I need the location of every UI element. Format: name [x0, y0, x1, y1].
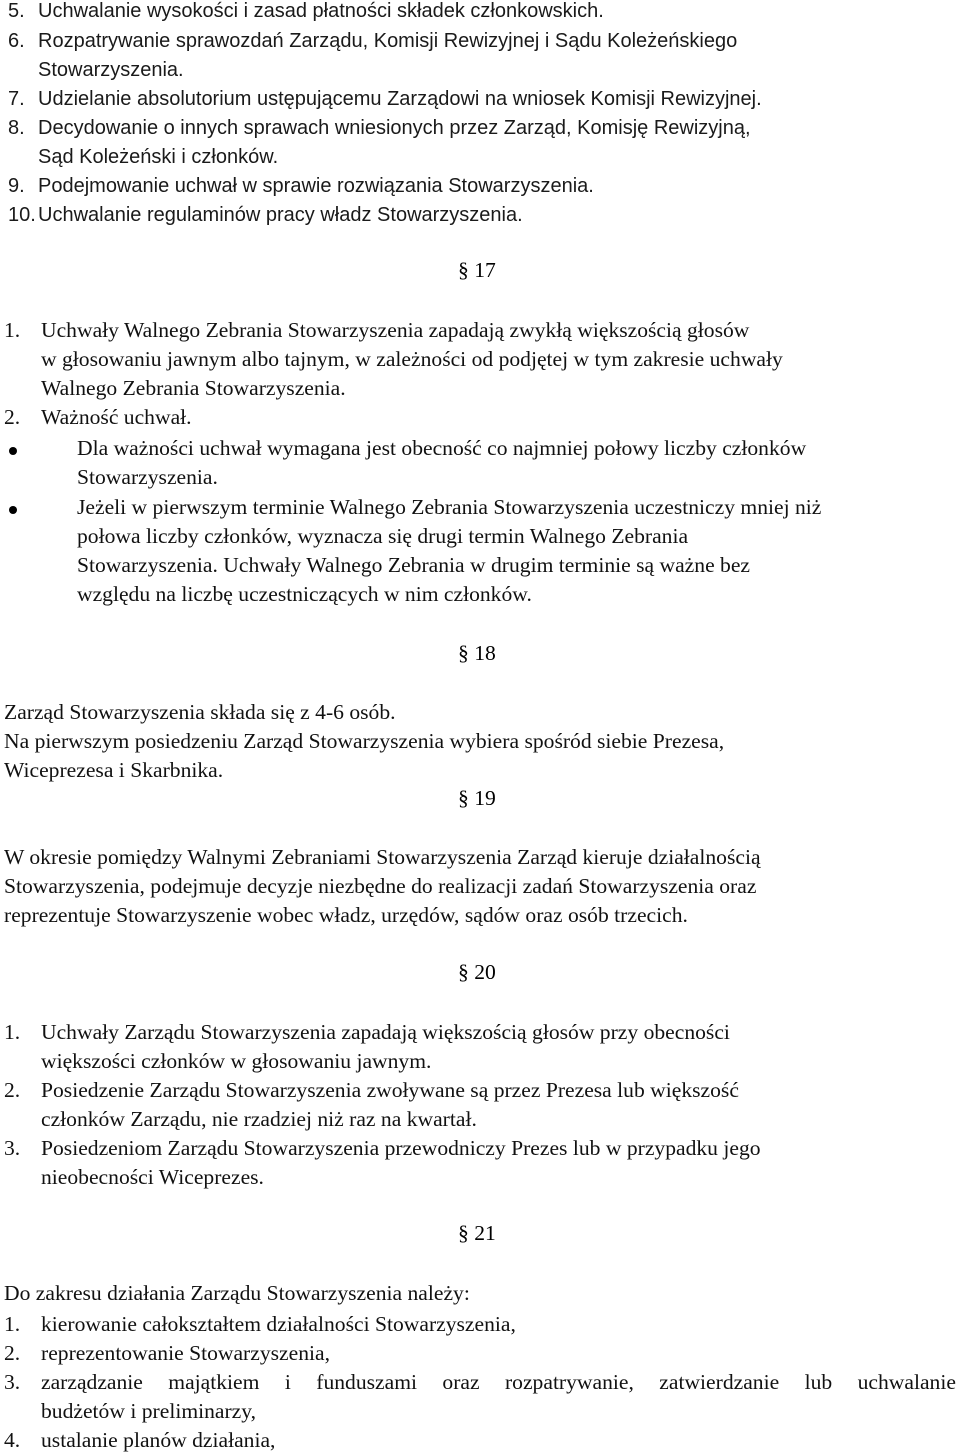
list-item-6-cont	[38, 56, 184, 85]
word: zarządzanie	[41, 1370, 143, 1394]
s19-line: Stowarzyszenia, podejmuje decyzje niezbędne do realizacji zadań Stowarzyszenia oraz	[4, 874, 757, 898]
s19-line: W okresie pomiędzy Walnymi Zebraniami Stowarzyszenia Zarząd kieruje działalnością	[4, 845, 761, 869]
list-text: Sąd Koleżeński i członków.	[38, 146, 279, 168]
word: i	[284, 1370, 291, 1394]
list-text: Uchwały Walnego Zebrania Stowarzyszenia zapadają zwykłą większością głosów	[41, 318, 750, 342]
word: funduszami	[316, 1370, 417, 1394]
word: uchwalanie	[857, 1370, 956, 1394]
section-heading-18: § 18	[458, 641, 496, 665]
list-text: ustalanie planów działania,	[41, 1428, 276, 1452]
s20-item-3-cont: nieobecności Wiceprezes.	[41, 1165, 264, 1189]
bullet-icon	[9, 447, 17, 455]
s17-bullet-2-cont	[77, 522, 688, 551]
bullet-text: Stowarzyszenia. Uchwały Walnego Zebrania w drugim terminie są ważne bez	[77, 553, 751, 577]
s17-bullet-1	[77, 434, 806, 463]
word: majątkiem	[168, 1370, 260, 1394]
bullet-text: Jeżeli w pierwszym terminie Walnego Zebrania Stowarzyszenia uczestniczy mniej niż	[77, 495, 822, 519]
s21-item-3-cont: budżetów i preliminarzy,	[41, 1399, 257, 1423]
list-number: 4.	[4, 1428, 21, 1452]
list-text: Podejmowanie uchwał w sprawie rozwiązania Stowarzyszenia.	[38, 175, 594, 197]
s19-line: reprezentuje Stowarzyszenie wobec władz, urzędów, sądów oraz osób trzecich.	[4, 903, 688, 927]
word: lub	[804, 1370, 833, 1394]
bullet-text: Dla ważności uchwał wymagana jest obecność co najmniej połowy liczby członków	[77, 436, 807, 460]
list-number: 7.	[8, 88, 25, 110]
list-text: Uchwały Zarządu Stowarzyszenia zapadają większością głosów przy obecności	[41, 1020, 730, 1044]
bullet-text: Stowarzyszenia.	[77, 465, 218, 489]
list-number: 3.	[4, 1370, 21, 1394]
s17-bullet-2-cont	[77, 580, 532, 609]
s18-line: Na pierwszym posiedzeniu Zarząd Stowarzyszenia wybiera spośród siebie Prezesa,	[4, 729, 725, 753]
list-text: Rozpatrywanie sprawozdań Zarządu, Komisji Rewizyjnej i Sądu Koleżeńskiego	[38, 30, 738, 52]
list-text: Stowarzyszenia.	[38, 59, 184, 81]
list-number: 5.	[8, 0, 25, 22]
list-number: 10.	[8, 204, 36, 226]
list-number: 2.	[4, 1341, 21, 1365]
list-text: Uchwalanie wysokości i zasad płatności składek członkowskich.	[38, 0, 604, 22]
s21-item-3-justified	[41, 1368, 956, 1397]
section-heading-17: § 17	[458, 258, 496, 282]
list-text: Ważność uchwał.	[41, 405, 192, 429]
s21-intro: Do zakresu działania Zarządu Stowarzyszenia należy:	[4, 1281, 470, 1305]
list-number: 1.	[4, 1312, 21, 1336]
list-number: 9.	[8, 175, 25, 197]
list-number: 8.	[8, 117, 25, 139]
s17-item-1-cont	[41, 345, 783, 374]
bullet-text: połowa liczby członków, wyznacza się drugi termin Walnego Zebrania	[77, 524, 689, 548]
bullet-icon	[9, 506, 17, 514]
list-item-8-cont	[38, 143, 278, 172]
s20-item-1-cont: większości członków w głosowaniu jawnym.	[41, 1049, 432, 1073]
word: oraz	[442, 1370, 480, 1394]
s18-line: Wiceprezesa i Skarbnika.	[4, 758, 224, 782]
list-number: 1.	[4, 318, 21, 342]
list-number: 1.	[4, 1020, 21, 1044]
section-heading-19: § 19	[458, 786, 496, 810]
bullet-text: względu na liczbę uczestniczących w nim członków.	[77, 582, 532, 606]
list-number: 6.	[8, 30, 25, 52]
list-text: Decydowanie o innych sprawach wniesionych przez Zarząd, Komisję Rewizyjną,	[38, 117, 751, 139]
s18-line: Zarząd Stowarzyszenia składa się z 4-6 osób.	[4, 700, 396, 724]
s17-bullet-2	[77, 493, 821, 522]
list-text: Posiedzeniom Zarządu Stowarzyszenia przewodniczy Prezes lub w przypadku jego	[41, 1136, 761, 1160]
word: rozpatrywanie,	[504, 1370, 634, 1394]
s20-item-2-cont: członków Zarządu, nie rzadziej niż raz na kwartał.	[41, 1107, 477, 1131]
list-text: Uchwalanie regulaminów pracy władz Stowarzyszenia.	[38, 204, 523, 226]
section-heading-20: § 20	[458, 960, 496, 984]
list-text: kierowanie całokształtem działalności Stowarzyszenia,	[41, 1312, 516, 1336]
s17-item-1-cont	[41, 374, 346, 403]
list-text: w głosowaniu jawnym albo tajnym, w zależności od podjętej w tym zakresie uchwały	[41, 347, 783, 371]
list-text: Udzielanie absolutorium ustępującemu Zarządowi na wniosek Komisji Rewizyjnej.	[38, 88, 762, 110]
word: zatwierdzanie	[659, 1370, 780, 1394]
list-number: 2.	[4, 1078, 21, 1102]
list-text: Posiedzenie Zarządu Stowarzyszenia zwoływane są przez Prezesa lub większość	[41, 1078, 739, 1102]
section-heading-21: § 21	[458, 1221, 496, 1245]
list-number: 2.	[4, 405, 21, 429]
s17-bullet-1-cont	[77, 463, 218, 492]
list-number: 3.	[4, 1136, 21, 1160]
s17-bullet-2-cont	[77, 551, 750, 580]
list-text: reprezentowanie Stowarzyszenia,	[41, 1341, 330, 1365]
list-text: Walnego Zebrania Stowarzyszenia.	[41, 376, 346, 400]
